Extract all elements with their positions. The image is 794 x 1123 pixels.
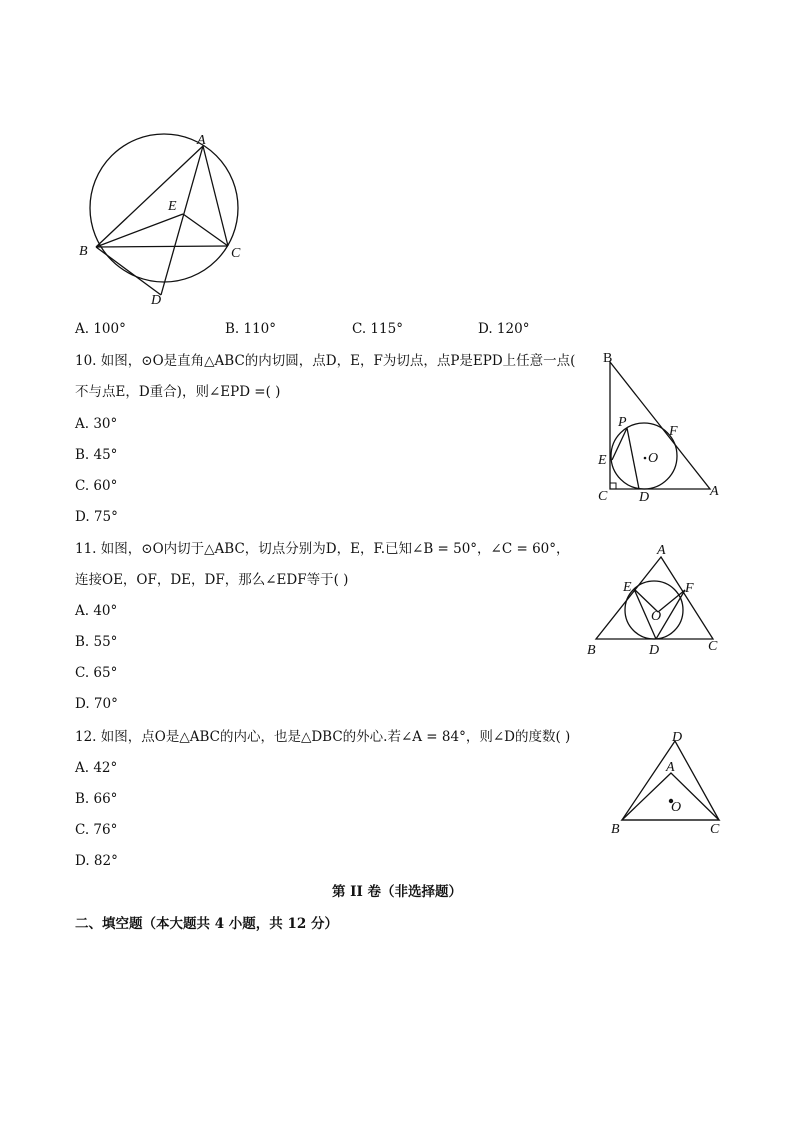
q10-option-b: B. 45°: [75, 447, 118, 463]
q10-segment-pd: [627, 428, 639, 489]
q10-label-p: P: [618, 415, 627, 430]
q11-label-e: E: [623, 580, 632, 595]
q11-label-d: D: [649, 643, 660, 658]
q9-segment-ba: [96, 146, 203, 247]
q10-option-a: A. 30°: [75, 416, 118, 432]
q11-label-o: O: [651, 609, 662, 624]
part2-title: 第 II 卷（非选择题）: [331, 884, 463, 900]
q11-triangle: [596, 557, 713, 639]
q9-label-d: D: [151, 293, 162, 308]
q9-segment-bd: [96, 247, 161, 295]
q9-label-c: C: [231, 246, 241, 261]
q9-segment-bc: [96, 246, 228, 247]
q10-figure: [592, 350, 732, 508]
q12-option-d: D. 82°: [75, 853, 118, 869]
q12-stem-line1: 12. 如图，点O是△ABC的内心，也是△DBC的外心.若∠A = 84°，则∠D的度数( ): [75, 729, 571, 745]
q11-label-b: B: [587, 643, 596, 658]
q11-option-c: C. 65°: [75, 665, 118, 681]
q11-stem-line1: 11. 如图，⊙O内切于△ABC，切点分别为D，E，F.已知∠B = 50°，∠C = 60°，: [75, 541, 570, 557]
q10-label-a: A: [710, 484, 719, 499]
q9-option-b: B. 110°: [225, 321, 277, 337]
q9-label-e: E: [168, 199, 177, 214]
q10-option-d: D. 75°: [75, 509, 118, 525]
section2-heading: 二、填空题（本大题共 4 小题，共 12 分）: [75, 916, 338, 932]
q10-option-c: C. 60°: [75, 478, 118, 494]
q9-option-c: C. 115°: [352, 321, 403, 337]
q10-label-c: C: [598, 489, 608, 504]
q11-option-d: D. 70°: [75, 696, 118, 712]
q10-center-dot: [644, 457, 647, 460]
q9-figure: [75, 132, 255, 310]
q12-label-c: C: [710, 822, 720, 837]
q12-label-a: A: [666, 760, 675, 775]
q12-label-o: O: [671, 800, 682, 815]
q11-label-a: A: [657, 543, 666, 558]
q11-option-b: B. 55°: [75, 634, 118, 650]
q9-label-a: A: [197, 133, 206, 148]
q11-stem-line2: 连接OE，OF，DE，DF，那么∠EDF等于( ): [75, 572, 349, 588]
q12-label-b: B: [611, 822, 620, 837]
q10-right-angle-mark: [610, 483, 616, 489]
q10-incircle: [611, 423, 677, 489]
q11-label-c: C: [708, 639, 718, 654]
q10-stem-line1: 10. 如图，⊙O是直角△ABC的内切圆，点D，E，F为切点，点P是EPD上任意一点(: [75, 353, 576, 369]
q10-stem-line2: 不与点E，D重合)，则∠EPD =( ): [75, 384, 281, 400]
q12-label-d: D: [672, 730, 683, 745]
q9-option-d: D. 120°: [478, 321, 530, 337]
q12-option-c: C. 76°: [75, 822, 118, 838]
q11-option-a: A. 40°: [75, 603, 118, 619]
q10-label-o: O: [648, 451, 659, 466]
q9-option-a: A. 100°: [75, 321, 126, 337]
q11-figure: [584, 540, 724, 660]
q10-segment-pe: [612, 428, 627, 460]
q10-label-b: B: [603, 351, 613, 366]
q9-segment-be: [96, 214, 183, 247]
q10-label-f: F: [669, 424, 678, 439]
q9-circle: [90, 134, 238, 282]
q11-label-f: F: [685, 581, 694, 596]
q10-label-e: E: [598, 453, 607, 468]
q12-figure: [605, 728, 730, 840]
q10-label-d: D: [639, 490, 650, 505]
q12-option-b: B. 66°: [75, 791, 118, 807]
q12-option-a: A. 42°: [75, 760, 118, 776]
q9-label-b: B: [79, 244, 88, 259]
